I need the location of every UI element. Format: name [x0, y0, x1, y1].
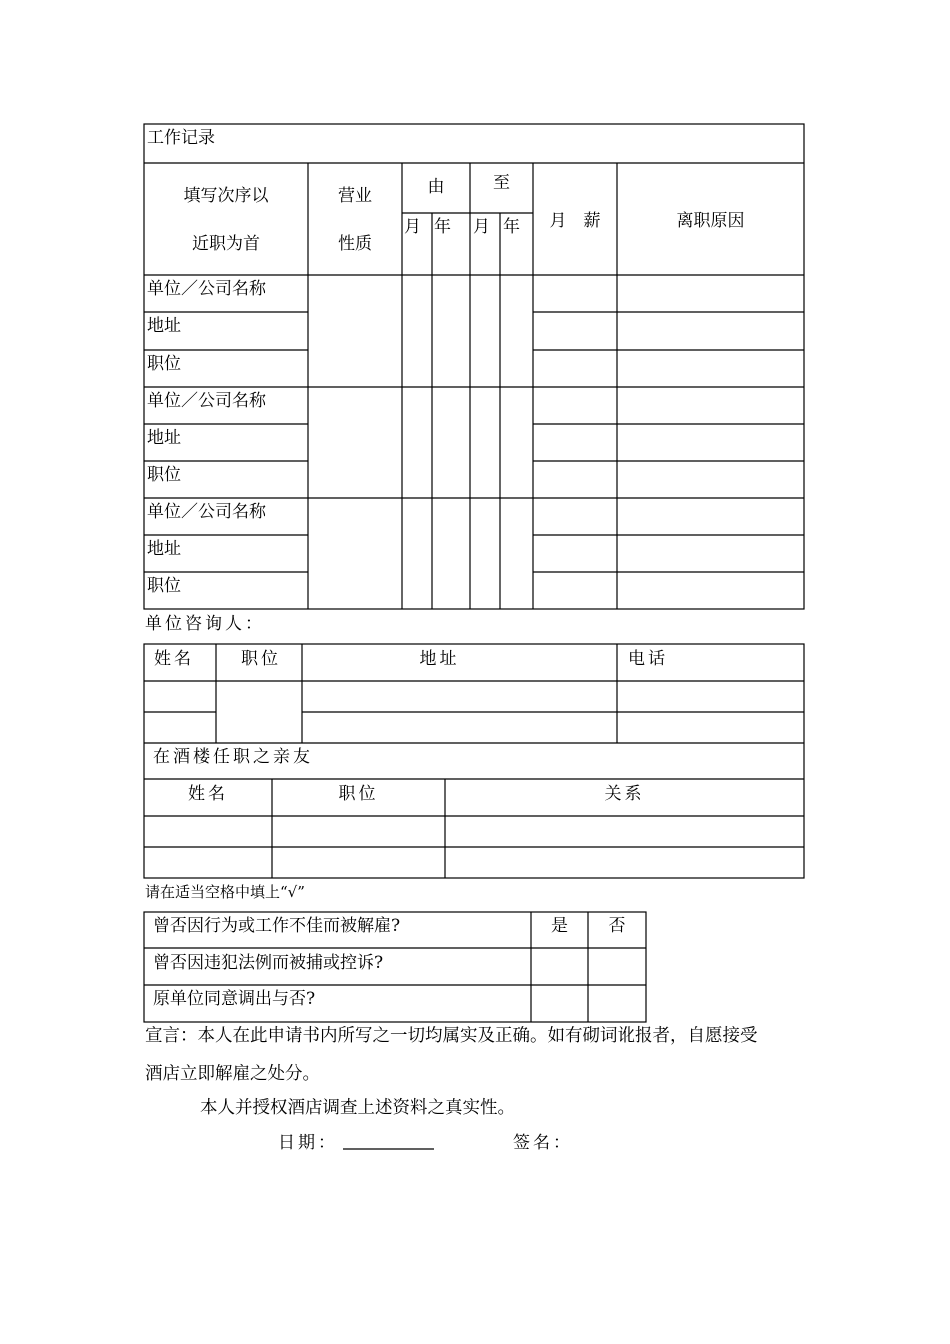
yes-header: 是	[551, 916, 568, 936]
entry-3-address-label: 地址	[147, 539, 181, 559]
question-3-yes-checkbox[interactable]	[532, 986, 587, 1021]
reference-position-cell[interactable]	[217, 682, 301, 742]
entry-2-salary-cell[interactable]	[534, 388, 616, 423]
signature-input[interactable]	[570, 1130, 690, 1149]
signature-label: 签名：	[513, 1133, 573, 1153]
declaration-line2: 酒店立即解雇之处分。	[145, 1064, 320, 1084]
relatives-name-header: 姓名	[188, 784, 228, 804]
reference-1-phone-cell[interactable]	[618, 682, 803, 711]
date-input[interactable]	[343, 1130, 434, 1149]
references-title: 单位咨询人：	[145, 614, 265, 634]
relatives-relation-header: 关系	[604, 784, 645, 804]
entry-3-business-cell[interactable]	[309, 499, 401, 608]
entry-1-address-label: 地址	[147, 316, 181, 336]
checklist-instruction: 请在适当空格中填上“√”	[145, 883, 305, 901]
entry-2-reason-cell[interactable]	[618, 388, 803, 423]
entry-1-company-label: 单位／公司名称	[147, 279, 266, 299]
to-year-header: 年	[503, 217, 520, 237]
entry-2-position-label: 职位	[147, 465, 181, 485]
leave-reason-header: 离职原因	[676, 211, 745, 231]
references-position-header: 职位	[241, 649, 281, 669]
relative-2-relation-cell[interactable]	[446, 848, 803, 877]
no-header: 否	[608, 916, 626, 936]
to-header: 至	[493, 173, 510, 193]
order-header-line2: 近职为首	[192, 234, 260, 254]
references-phone-header: 电话	[628, 649, 668, 669]
entry-2-address-label: 地址	[147, 428, 181, 448]
relatives-position-header: 职位	[338, 784, 379, 804]
order-header-line1: 填写次序以	[183, 186, 269, 206]
from-month-header: 月	[404, 217, 421, 237]
relative-2-name-cell[interactable]	[145, 848, 271, 877]
relative-1-position-cell[interactable]	[273, 817, 444, 846]
from-year-header: 年	[434, 217, 451, 237]
entry-2-business-cell[interactable]	[309, 388, 401, 497]
from-header: 由	[427, 177, 445, 197]
entry-1-reason-cell[interactable]	[618, 276, 803, 311]
business-header-line1: 营业	[338, 186, 372, 206]
business-header-line2: 性质	[338, 234, 372, 254]
entry-3-salary-cell[interactable]	[534, 499, 616, 534]
work-record-title: 工作记录	[147, 128, 215, 148]
relative-1-name-cell[interactable]	[145, 817, 271, 846]
references-address-header: 地址	[419, 649, 460, 669]
salary-header: 月 薪	[549, 211, 601, 231]
question-2-no-checkbox[interactable]	[589, 949, 645, 984]
reference-1-address-cell[interactable]	[303, 682, 616, 711]
question-3: 原单位同意调出与否?	[153, 989, 316, 1009]
references-name-header: 姓名	[154, 649, 194, 669]
entry-3-reason-cell[interactable]	[618, 499, 803, 534]
to-month-header: 月	[473, 217, 490, 237]
declaration-line3: 本人并授权酒店调查上述资料之真实性。	[200, 1098, 515, 1118]
entry-1-business-cell[interactable]	[309, 276, 401, 386]
question-2-yes-checkbox[interactable]	[532, 949, 587, 984]
relative-2-position-cell[interactable]	[273, 848, 444, 877]
entry-2-company-label: 单位／公司名称	[147, 391, 266, 411]
date-label: 日期：	[278, 1133, 338, 1153]
relatives-title: 在酒楼任职之亲友	[153, 747, 313, 767]
entry-1-salary-cell[interactable]	[534, 276, 616, 311]
question-3-no-checkbox[interactable]	[589, 986, 645, 1021]
declaration-line1: 宣言：本人在此申请书内所写之一切均属实及正确。如有砌词讹报者，自愿接受	[145, 1026, 758, 1046]
reference-2-phone-cell[interactable]	[618, 713, 803, 742]
reference-2-name-cell[interactable]	[145, 713, 215, 742]
entry-1-position-label: 职位	[147, 354, 181, 374]
reference-2-address-cell[interactable]	[303, 713, 616, 742]
reference-1-name-cell[interactable]	[145, 682, 215, 711]
entry-3-position-label: 职位	[147, 576, 181, 596]
question-2: 曾否因违犯法例而被捕或控诉?	[153, 953, 384, 973]
question-1: 曾否因行为或工作不佳而被解雇?	[153, 916, 401, 936]
entry-3-company-label: 单位／公司名称	[147, 502, 266, 522]
relative-1-relation-cell[interactable]	[446, 817, 803, 846]
